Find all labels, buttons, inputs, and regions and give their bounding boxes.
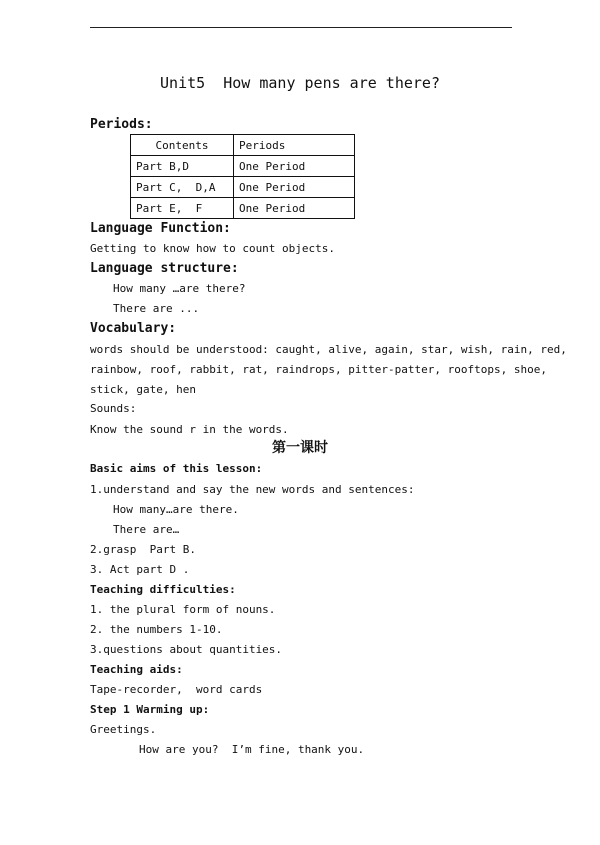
table-cell-contents: Part C, D,A [131,177,234,198]
periods-heading: Periods: [90,117,153,132]
difficulty-item: 1. the plural form of nouns. [90,603,276,616]
page-title: Unit5 How many pens are there? [160,74,440,92]
aim-item: 2.grasp Part B. [90,543,196,556]
language-structure-heading: Language structure: [90,261,239,276]
teaching-difficulties-heading: Teaching difficulties: [90,583,236,596]
vocabulary-heading: Vocabulary: [90,321,177,336]
table-cell-contents: Part B,D [131,156,234,177]
language-function-heading: Language Function: [90,221,231,236]
structure-line: There are ... [113,302,200,315]
table-row [131,198,355,219]
basic-aims-heading: Basic aims of this lesson: [90,462,263,475]
step1-label: Greetings. [90,723,157,736]
step1-heading: Step 1 Warming up: [90,703,210,716]
lesson-title: 第一课时 [272,440,328,456]
aim-subitem: How many…are there. [113,503,239,516]
table-row [131,156,355,177]
aim-item: 1.understand and say the new words and sentences: [90,483,415,496]
table-cell-periods: One Period [234,156,355,177]
aim-subitem: There are… [113,523,180,536]
vocabulary-line: rainbow, roof, rabbit, rat, raindrops, pitter-patter, rooftops, shoe, [90,363,547,376]
table-cell-contents: Part E, F [131,198,234,219]
table-header-row [131,135,355,156]
table-cell-periods: One Period [234,177,355,198]
difficulty-item: 2. the numbers 1-10. [90,623,223,636]
table-row [131,177,355,198]
aim-item: 3. Act part D . [90,563,190,576]
sounds-text: Know the sound r in the words. [90,423,289,436]
teaching-aids-text: Tape-recorder, word cards [90,683,263,696]
column-header-periods: Periods [234,135,355,156]
header-rule [90,27,512,28]
table-cell-periods: One Period [234,198,355,219]
language-function-text: Getting to know how to count objects. [90,242,336,255]
vocabulary-line: words should be understood: caught, alive, again, star, wish, rain, red, [90,343,567,356]
step1-dialogue: How are you? I’m fine, thank you. [139,743,365,756]
vocabulary-line: stick, gate, hen [90,383,196,396]
sounds-label: Sounds: [90,402,137,415]
difficulty-item: 3.questions about quantities. [90,643,283,656]
periods-table [130,134,355,219]
column-header-contents: Contents [131,135,234,156]
teaching-aids-heading: Teaching aids: [90,663,183,676]
structure-line: How many …are there? [113,282,246,295]
